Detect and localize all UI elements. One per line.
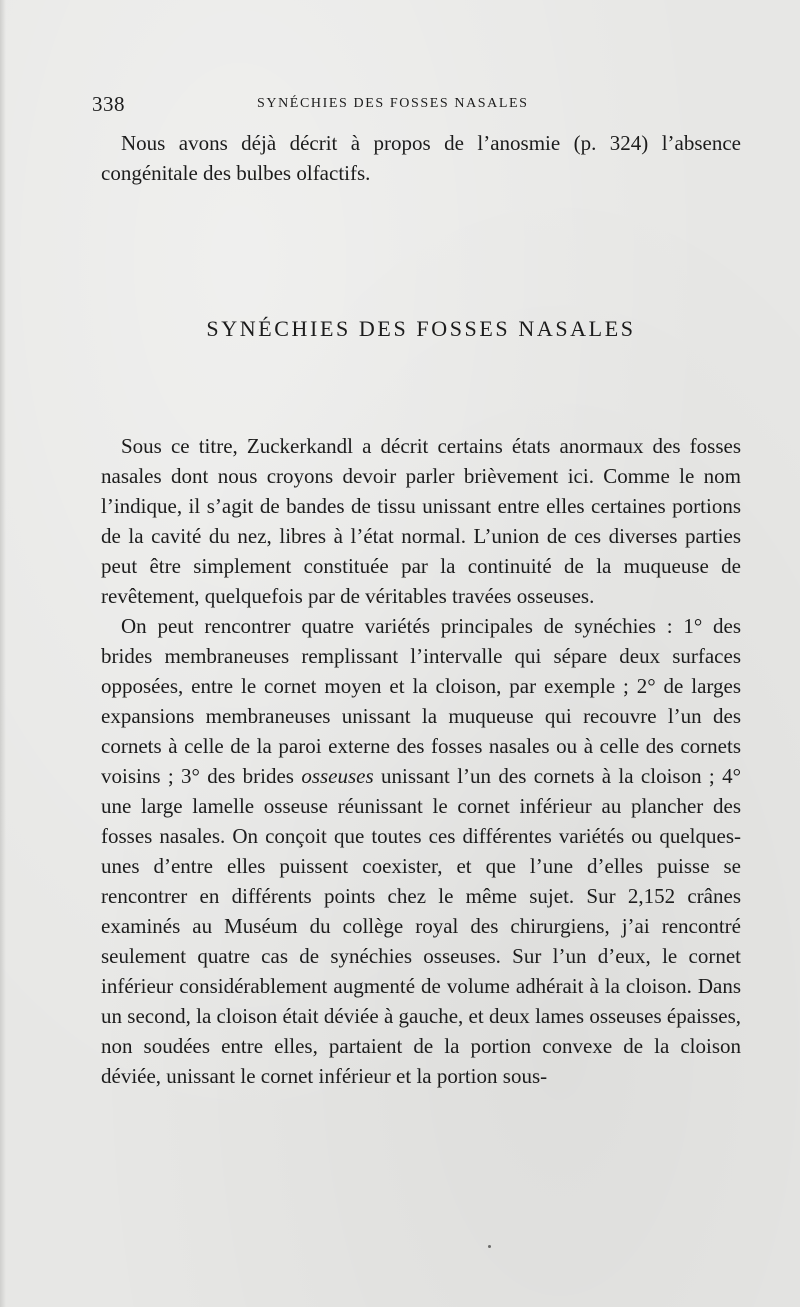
intro-paragraph: Nous avons déjà décrit à propos de l’anosmie (p. 324) l’absence congénitale des bulbes olfactifs.	[101, 131, 741, 185]
paragraph-1: Sous ce titre, Zuckerkandl a décrit certains états anormaux des fosses nasales dont nous croyons devoir parler brièvement ici. Comme le nom l’indique, il s’agit de bandes de tissu unissant entre elles certaines portions de la cavité du nez, libres à l’état normal. L’union de ces diverses parties peut être simplement constituée par la continuité de la muqueuse de revêtement, quelquefois par de véritables travées osseuses.	[101, 434, 741, 608]
section-body	[101, 431, 741, 1091]
paragraph-2	[101, 611, 741, 1091]
intro-text	[101, 128, 741, 188]
page-number: 338	[92, 92, 125, 116]
section-heading: SYNÉCHIES DES FOSSES NASALES	[206, 316, 636, 341]
paragraph-2-part-b: unissant l’un des cornets à la cloison ; 4° une large lamelle osseuse réunissant le cornet inférieur au plancher des fosses nasales. On conçoit que toutes ces différentes variétés ou quelques-unes d’entre elles puissent coexister, et que l’une d’elles puisse se rencontrer en différents points chez le même sujet. Sur 2,152 crânes examinés au Muséum du collège royal des chirurgiens, j’ai rencontré seulement quatre cas de synéchies osseuses. Sur l’un d’eux, le cornet inférieur considérablement augmenté de volume adhérait à la cloison. Dans un second, la cloison était déviée à gauche, et deux lames osseuses épaisses, non soudées entre elles, partaient de la portion convexe de la cloison déviée, unissant le cornet inférieur et la portion sous-	[101, 764, 742, 1088]
running-title: SYNÉCHIES DES FOSSES NASALES	[257, 96, 529, 111]
running-head	[92, 92, 752, 116]
emphasis-osseuses: osseuses	[301, 764, 374, 788]
paragraph-2-part-a: On peut rencontrer quatre variétés principales de synéchies : 1° des brides membraneuses remplissant l’intervalle qui sépare deux surfaces opposées, entre le cornet moyen et la cloison, par exemple ; 2° de larges expansions membraneuses unissant la muqueuse qui recouvre l’un des cornets à celle de la paroi externe des fosses nasales ou à celle des cornets voisins ; 3° des brides	[101, 614, 741, 788]
ink-speck	[488, 1245, 491, 1248]
